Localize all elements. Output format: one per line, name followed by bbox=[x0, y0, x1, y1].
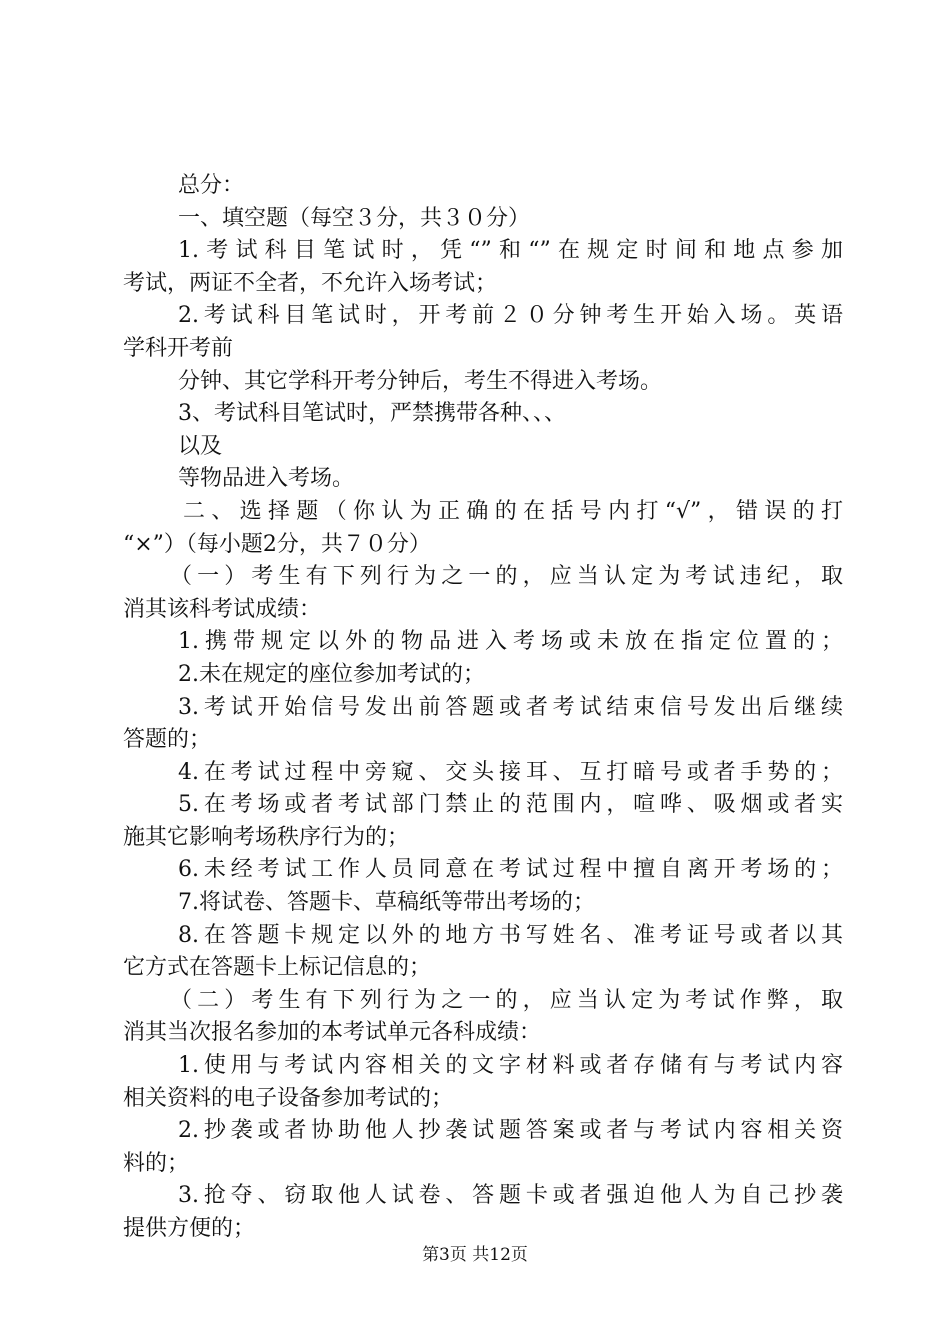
text-line: 以及 bbox=[178, 433, 223, 459]
text-line: 2.抄袭或者协助他人抄袭试题答案或者与考试内容相关资 bbox=[178, 1118, 843, 1144]
text-line: 1.考试科目笔试时，凭“”和“”在规定时间和地点参加 bbox=[178, 238, 843, 264]
text-line: 答题的； bbox=[123, 727, 212, 753]
text-line: 3.考试开始信号发出前答题或者考试结束信号发出后继续 bbox=[178, 694, 843, 720]
text-line: 它方式在答题卡上标记信息的； bbox=[123, 955, 432, 981]
text-line: 6.未经考试工作人员同意在考试过程中擅自离开考场的； bbox=[178, 857, 843, 883]
text-line: 一、填空题（每空３分，共３０分） bbox=[178, 205, 531, 231]
text-line: 1.使用与考试内容相关的文字材料或者存储有与考试内容 bbox=[178, 1053, 843, 1079]
text-line: “×”）（每小题2分，共７０分） bbox=[123, 531, 431, 557]
text-line: 相关资料的电子设备参加考试的； bbox=[123, 1085, 454, 1111]
text-line: （二）考生有下列行为之一的，应当认定为考试作弊，取 bbox=[170, 987, 843, 1013]
text-line: 总分： bbox=[178, 173, 245, 198]
text-line: 5.在考场或者考试部门禁止的范围内，喧哗、吸烟或者实 bbox=[178, 792, 843, 818]
text-line: 分钟、其它学科开考分钟后，考生不得进入考场。 bbox=[178, 368, 663, 394]
text-line: 提供方便的； bbox=[123, 1216, 256, 1241]
text-line: （一）考生有下列行为之一的，应当认定为考试违纪，取 bbox=[170, 564, 843, 590]
text-line: 2.考试科目笔试时，开考前２０分钟考生开始入场。英语 bbox=[178, 303, 843, 329]
text-line: 3.抢夺、窃取他人试卷、答题卡或者强迫他人为自己抄袭 bbox=[178, 1183, 843, 1209]
text-line: 7.将试卷、答题卡、草稿纸等带出考场的； bbox=[178, 890, 595, 916]
text-line: 二、选择题（你认为正确的在括号内打“√”，错误的打 bbox=[183, 498, 843, 524]
text-line: 料的； bbox=[123, 1150, 190, 1176]
text-line: 消其该科考试成绩： bbox=[123, 596, 322, 622]
text-line: 8.在答题卡规定以外的地方书写姓名、准考证号或者以其 bbox=[178, 922, 843, 948]
text-line: 消其当次报名参加的本考试单元各科成绩： bbox=[123, 1020, 542, 1046]
text-line: 3、考试科目笔试时，严禁携带各种、、、 bbox=[178, 401, 566, 427]
text-line: 施其它影响考场秩序行为的； bbox=[123, 824, 410, 850]
text-line: 2.未在规定的座位参加考试的； bbox=[178, 661, 485, 687]
document-body bbox=[123, 170, 843, 1246]
text-line: 1.携带规定以外的物品进入考场或未放在指定位置的； bbox=[178, 629, 843, 655]
text-line: 考试，两证不全者，不允许入场考试； bbox=[123, 270, 498, 296]
text-line: 等物品进入考场。 bbox=[178, 466, 355, 492]
text-line: 4.在考试过程中旁窥、交头接耳、互打暗号或者手势的； bbox=[178, 759, 843, 785]
page-footer: 第3页 共12页 bbox=[422, 1245, 528, 1265]
text-line: 学科开考前 bbox=[123, 335, 234, 361]
